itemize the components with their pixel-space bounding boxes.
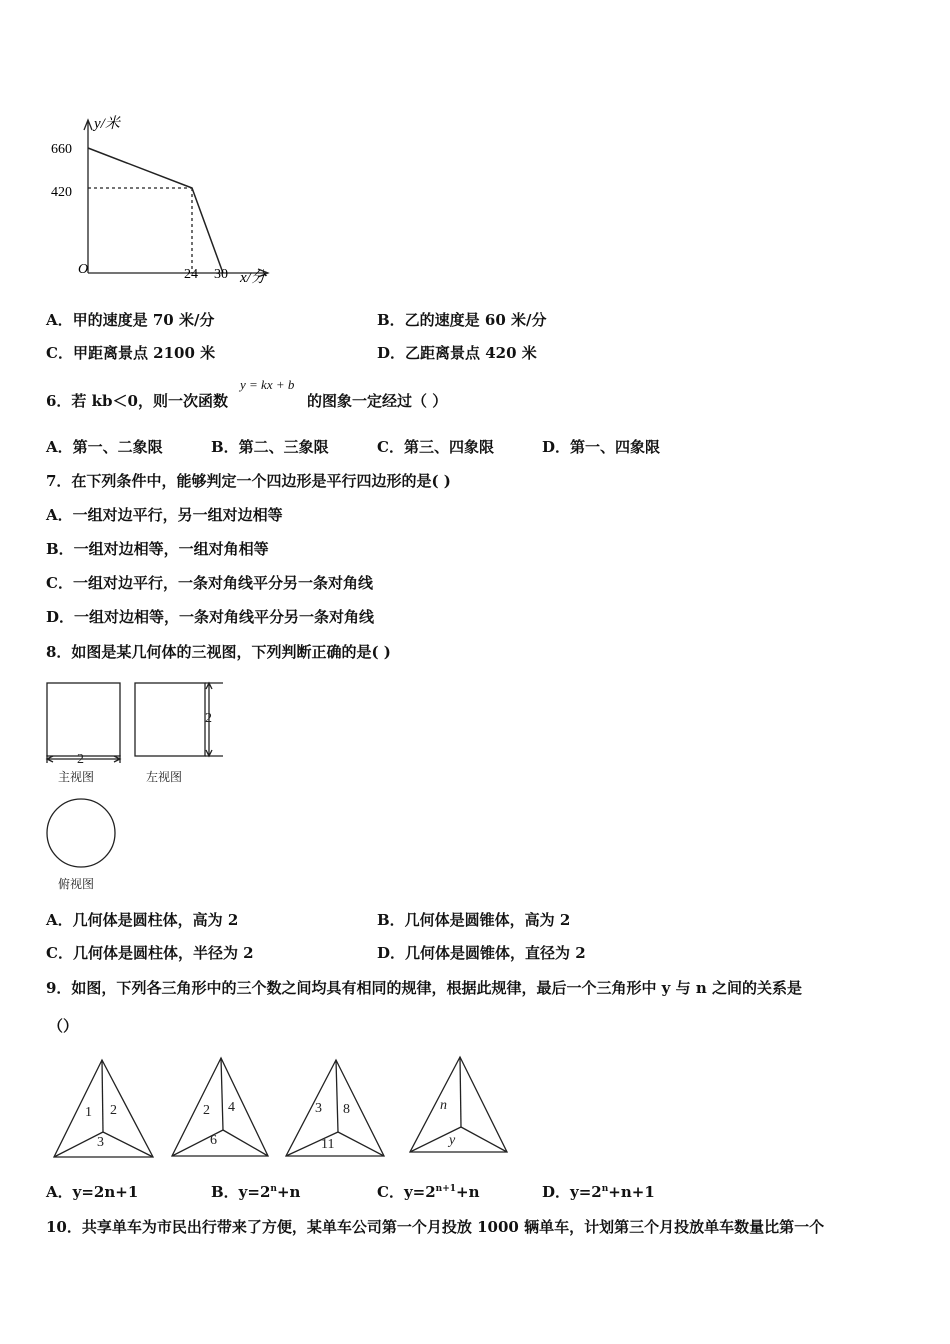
q6-option-b[interactable]: B．第二、三象限	[211, 438, 329, 456]
triangle-2	[172, 1058, 268, 1156]
t3-left: 3	[315, 1101, 322, 1116]
t2-left: 2	[203, 1103, 210, 1118]
y-axis-label: y/米	[94, 116, 120, 132]
width-label: 2	[77, 752, 84, 767]
q9-option-d[interactable]: D．$y=2^n+n+1$	[542, 1183, 655, 1201]
q9-option-a[interactable]: A．y=2n+1	[46, 1183, 139, 1201]
t1-left: 1	[85, 1105, 92, 1120]
tick-420: 420	[51, 185, 72, 200]
q5-option-b[interactable]: B．乙的速度是 60 米/分	[377, 311, 547, 329]
front-view-square	[47, 683, 120, 756]
q5-option-d[interactable]: D．乙距离景点 420 米	[377, 344, 537, 362]
graph-line	[88, 148, 223, 273]
q6-option-c[interactable]: C．第三、四象限	[377, 438, 494, 456]
q6-option-a[interactable]: A．第一、二象限	[46, 438, 163, 456]
q8-option-c[interactable]: C．几何体是圆柱体，半径为 2	[46, 944, 254, 962]
q9-option-c[interactable]: C．$y=2^{n+1}+n$	[377, 1183, 480, 1201]
q9-option-b[interactable]: B．$y=2^n+n$	[211, 1183, 301, 1201]
x-axis-label: x/分	[240, 270, 266, 286]
q8-option-b[interactable]: B．几何体是圆锥体，高为 2	[377, 911, 571, 929]
q8-stem: 8．如图是某几何体的三视图，下列判断正确的是( )	[46, 643, 391, 661]
q9-stem-paren: （）	[48, 1017, 79, 1035]
q6-stem-before: 6．若 kb＜0，则一次函数	[46, 392, 228, 410]
origin-label: O	[78, 262, 89, 277]
front-view-caption: 主视图	[58, 770, 95, 784]
t1-bottom: 3	[97, 1135, 104, 1150]
q7-option-d[interactable]: D．一组对边相等，一条对角线平分另一条对角线	[46, 608, 375, 626]
t2-right: 4	[228, 1100, 235, 1115]
q8-option-d[interactable]: D．几何体是圆锥体，直径为 2	[377, 944, 586, 962]
left-view-square	[135, 683, 205, 756]
q9-stem: 9．如图，下列各三角形中的三个数之间均具有相同的规律，根据此规律，最后一个三角形中 y 与 n 之间的关系是	[46, 979, 802, 997]
q7-option-a[interactable]: A．一组对边平行，另一组对边相等	[46, 506, 283, 524]
t4-left: n	[440, 1098, 447, 1113]
top-view-circle	[47, 799, 115, 867]
tick-24: 24	[184, 267, 198, 282]
height-label: 2	[205, 711, 212, 726]
top-view-caption: 俯视图	[58, 877, 95, 891]
tick-30: 30	[214, 267, 228, 282]
q5-option-a[interactable]: A．甲的速度是 70 米/分	[46, 311, 215, 329]
tick-660: 660	[51, 142, 72, 157]
q6-formula: y = kx + b	[240, 377, 295, 392]
q10-stem: 10．共享单车为市民出行带来了方便，某单车公司第一个月投放 1000 辆单车，计划第三个月投放单车数量比第一个	[46, 1218, 825, 1236]
q7-stem: 7．在下列条件中，能够判定一个四边形是平行四边形的是( )	[46, 472, 451, 490]
distance-time-graph	[40, 108, 280, 293]
t1-right: 2	[110, 1103, 117, 1118]
left-view-caption: 左视图	[146, 770, 183, 784]
three-views-figure	[40, 678, 240, 898]
q7-option-b[interactable]: B．一组对边相等，一组对角相等	[46, 540, 269, 558]
triangle-pattern-figure	[50, 1052, 520, 1164]
t2-bottom: 6	[210, 1133, 217, 1148]
q5-option-c[interactable]: C．甲距离景点 2100 米	[46, 344, 216, 362]
triangle-3	[286, 1060, 384, 1156]
triangle-4	[410, 1057, 507, 1152]
q6-stem-after: 的图象一定经过（ ）	[307, 392, 448, 410]
t3-bottom: 11	[321, 1137, 335, 1152]
t4-bottom: y	[449, 1133, 456, 1148]
t3-right: 8	[343, 1102, 350, 1117]
q7-option-c[interactable]: C．一组对边平行，一条对角线平分另一条对角线	[46, 574, 373, 592]
q8-option-a[interactable]: A．几何体是圆柱体，高为 2	[46, 911, 239, 929]
q6-option-d[interactable]: D．第一、四象限	[542, 438, 661, 456]
